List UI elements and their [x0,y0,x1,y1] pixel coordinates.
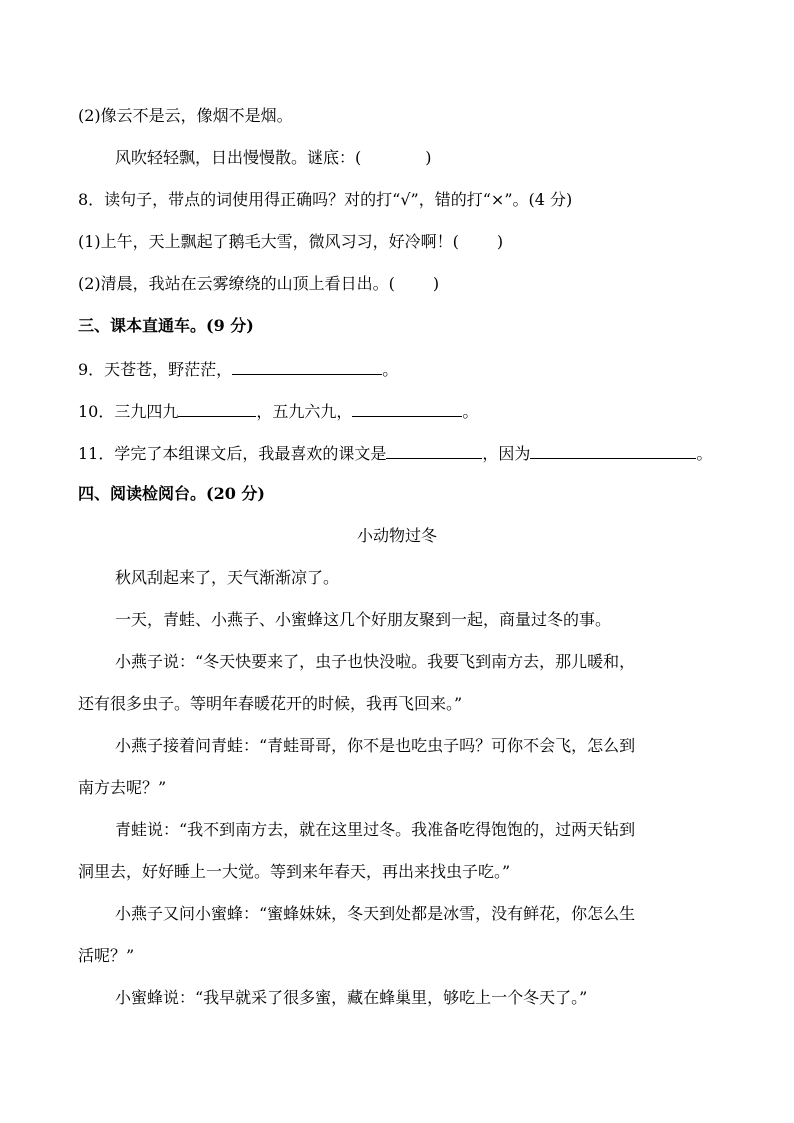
q10-mid: ，五九六九， [256,402,353,421]
q9-blank[interactable] [232,358,382,375]
story-title: 小动物过冬 [356,526,437,545]
q11-blank-1[interactable] [386,442,482,459]
section4-heading: 四、阅读检阅台。(20 分) [78,484,265,503]
q10-text: 10．三九四九 [78,402,179,421]
section3-heading: 三、课本直通车。(9 分) [78,316,254,335]
q10 [78,400,478,422]
story-paragraph-3-line-1: 小燕子说：“冬天快要来了，虫子也快没啦。我要飞到南方去，那儿暖和， [115,652,636,671]
q10-blank-2[interactable] [352,400,462,417]
q8-item2 [78,274,439,294]
story-paragraph-7: 小蜜蜂说：“我早就采了很多蜜，藏在蜂巢里，够吃上一个冬天了。” [115,988,588,1007]
story-paragraph-4-line-1: 小燕子接着问青蛙：“青蛙哥哥，你不是也吃虫子吗？可你不会飞，怎么到 [115,736,636,755]
q11-suffix: 。 [696,444,713,463]
q11-text: 11．学完了本组课文后，我最喜欢的课文是 [78,444,387,463]
story-paragraph-2: 一天，青蛙、小燕子、小蜜蜂这几个好朋友聚到一起，商量过冬的事。 [115,610,612,629]
story-paragraph-4-line-2: 南方去呢？” [78,778,167,797]
q8-item1-text: (1)上午，天上飘起了鹅毛大雪，微风习习，好冷啊！( [78,232,459,251]
q11 [78,442,712,464]
q10-blank-1[interactable] [178,400,256,417]
story-paragraph-1: 秋风刮起来了，天气渐渐凉了。 [115,568,340,587]
q8-item1 [78,232,503,252]
q9-suffix: 。 [382,360,399,379]
q9-text: 9．天苍苍，野茫茫， [78,360,233,379]
q11-mid: ，因为 [482,444,531,463]
story-paragraph-5-line-1: 青蛙说：“我不到南方去，就在这里过冬。我准备吃得饱饱的，过两天钻到 [115,820,636,839]
q8-item2-suffix: ) [432,274,440,293]
story-paragraph-6-line-1: 小燕子又问小蜜蜂：“蜜蜂妹妹，冬天到处都是冰雪，没有鲜花，你怎么生 [115,904,636,923]
q8-item2-text: (2)清晨，我站在云雾缭绕的山顶上看日出。( [78,274,395,293]
q7-item2: (2)像云不是云，像烟不是烟。 [78,106,293,125]
q11-blank-2[interactable] [530,442,696,459]
story-paragraph-3-line-2: 还有很多虫子。等明年春暖花开的时候，我再飞回来。” [78,694,463,713]
q8-item1-suffix: ) [496,232,504,251]
q7-item2-answer-line [115,148,432,168]
story-paragraph-5-line-2: 洞里去，好好睡上一大觉。等到来年春天，再出来找虫子吃。” [78,862,511,881]
q7-item2-answer-suffix: ) [425,148,432,167]
q10-suffix: 。 [462,402,479,421]
q9 [78,358,398,380]
story-paragraph-6-line-2: 活呢？” [78,946,135,965]
q7-item2-answer-prefix: 风吹轻轻飘，日出慢慢散。谜底：( [115,148,362,167]
q8-prompt: 8．读句子，带点的词使用得正确吗？对的打“√”，错的打“×”。(4 分) [78,190,573,209]
